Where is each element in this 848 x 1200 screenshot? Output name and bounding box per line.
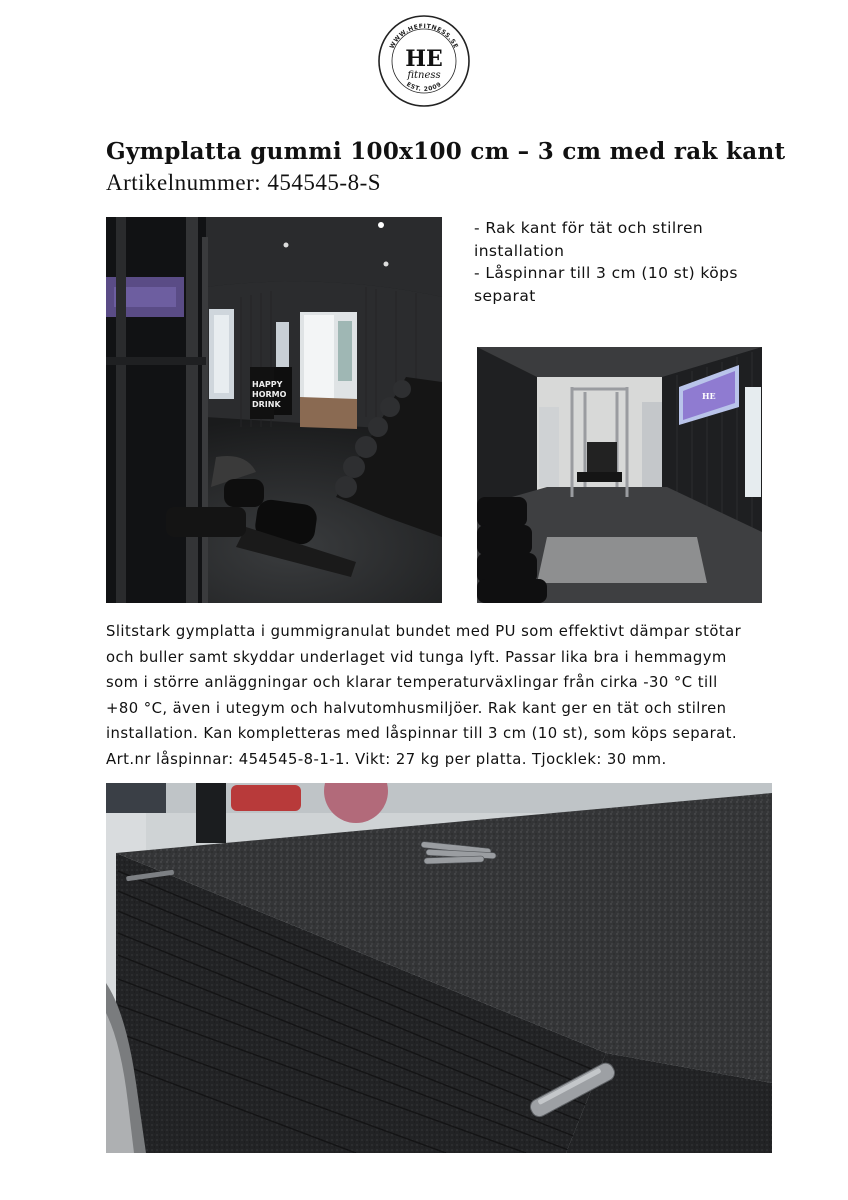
description-line: Art.nr låspinnar: 454545-8-1-1. Vikt: 27 kg per platta. Tjocklek: 30 mm. bbox=[106, 750, 667, 768]
logo-main: HE bbox=[405, 46, 443, 72]
logo-ring-bottom: EST. 2009 bbox=[405, 80, 443, 94]
tube-text-3: DRINK bbox=[252, 400, 281, 409]
mat-stack-photo bbox=[106, 783, 772, 1153]
gym-interior-photo bbox=[106, 217, 442, 603]
article-number: Artikelnummer: 454545-8-S bbox=[106, 170, 382, 195]
logo-ring-top: WWW.HEFITNESS.SE bbox=[388, 22, 460, 50]
home-gym-photo bbox=[477, 347, 762, 603]
brand-logo bbox=[377, 14, 471, 108]
bullet-lock-pins: - Låspinnar till 3 cm (10 st) köps separat bbox=[474, 264, 738, 305]
product-title: Gymplatta gummi 100x100 cm – 3 cm med rak kant bbox=[106, 138, 786, 165]
description-line: +80 °C, även i utegym och halvutomhusmiljöer. Rak kant ger en tät och stilren bbox=[106, 699, 727, 717]
tv-logo: HE bbox=[702, 391, 716, 401]
description-line: installation. Kan kompletteras med låspinnar till 3 cm (10 st), som köps separat. bbox=[106, 725, 738, 742]
description-line: Slitstark gymplatta i gummigranulat bundet med PU som effektivt dämpar stötar bbox=[106, 623, 742, 640]
feature-bullets bbox=[474, 217, 794, 307]
bullet-straight-edge: - Rak kant för tät och stilren installation bbox=[474, 219, 704, 260]
description-line: och buller samt skyddar underlaget vid tunga lyft. Passar lika bra i hemmagym bbox=[106, 648, 727, 666]
tube-text-1: HAPPY bbox=[252, 380, 283, 389]
tube-text-2: HORMO bbox=[252, 390, 287, 399]
product-description bbox=[106, 619, 796, 772]
logo-script: fitness bbox=[407, 70, 441, 81]
description-line: som i större anläggningar och klarar temperaturväxlingar från cirka -30 °C till bbox=[106, 674, 718, 691]
